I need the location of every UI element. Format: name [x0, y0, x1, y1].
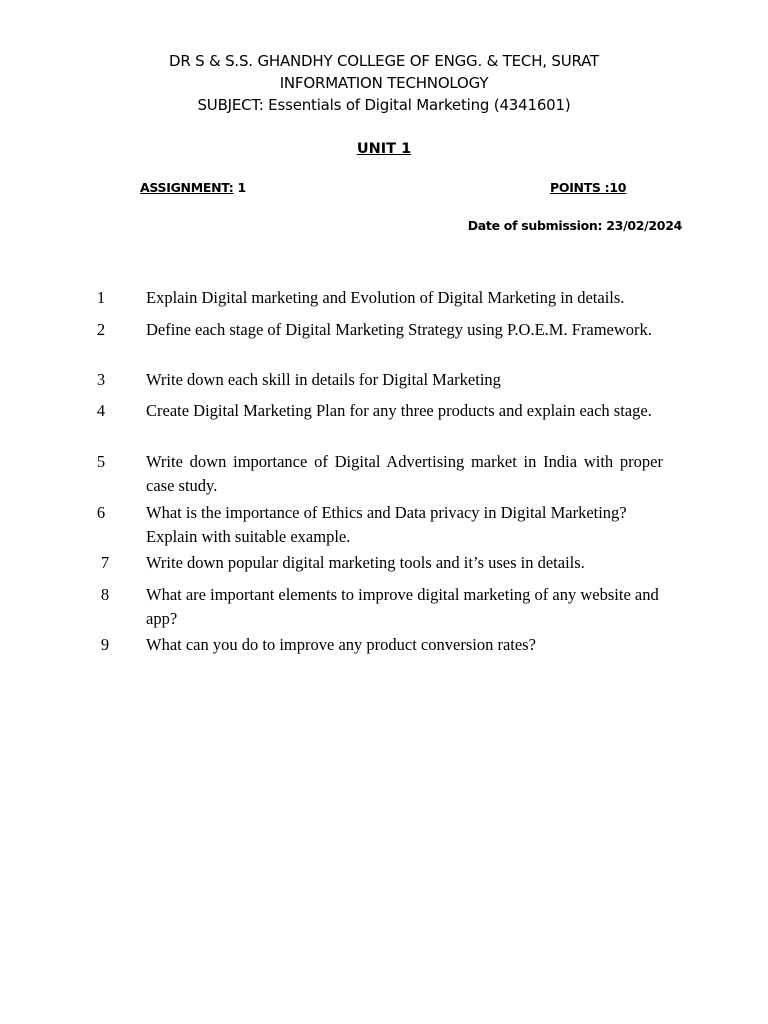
subject-line: SUBJECT: Essentials of Digital Marketing (4341601) [197, 96, 571, 114]
question-text: Write down importance of Digital Advertising market in India with proper case study. [146, 452, 663, 495]
question-text: Write down popular digital marketing tools and it’s uses in details. [146, 553, 585, 572]
question-text: What can you do to improve any product conversion rates? [146, 635, 536, 654]
assignment-label: ASSIGNMENT: [140, 180, 234, 195]
assignment-number: 1 [237, 180, 246, 195]
question-number: 1 [96, 288, 106, 307]
question-number: 6 [96, 503, 106, 522]
question-number: 2 [96, 320, 106, 339]
question-number: 3 [96, 370, 106, 389]
assignment-label-block [140, 178, 246, 198]
points-label: POINTS :10 [550, 180, 627, 195]
question-text: Write down each skill in details for Digital Marketing [146, 370, 501, 389]
submission-date: Date of submission: 23/02/2024 [467, 218, 682, 233]
unit-title: UNIT 1 [356, 141, 412, 157]
question-number: 4 [96, 401, 106, 420]
question-text: Create Digital Marketing Plan for any three products and explain each stage. [146, 401, 652, 420]
question-number: 8 [100, 585, 110, 604]
question-text: Define each stage of Digital Marketing Strategy using P.O.E.M. Framework. [146, 320, 652, 339]
question-number: 5 [96, 452, 106, 471]
question-text: What are important elements to improve digital marketing of any website and app? [146, 585, 659, 628]
question-text: What is the importance of Ethics and Data privacy in Digital Marketing? Explain with suitable example. [146, 503, 627, 546]
college-name: DR S & S.S. GHANDHY COLLEGE OF ENGG. & TECH, SURAT [169, 52, 599, 70]
question-number: 7 [100, 553, 110, 572]
department-name: INFORMATION TECHNOLOGY [279, 74, 489, 92]
question-number: 9 [100, 635, 110, 654]
document-header [0, 50, 768, 116]
question-text: Explain Digital marketing and Evolution of Digital Marketing in details. [146, 288, 625, 307]
